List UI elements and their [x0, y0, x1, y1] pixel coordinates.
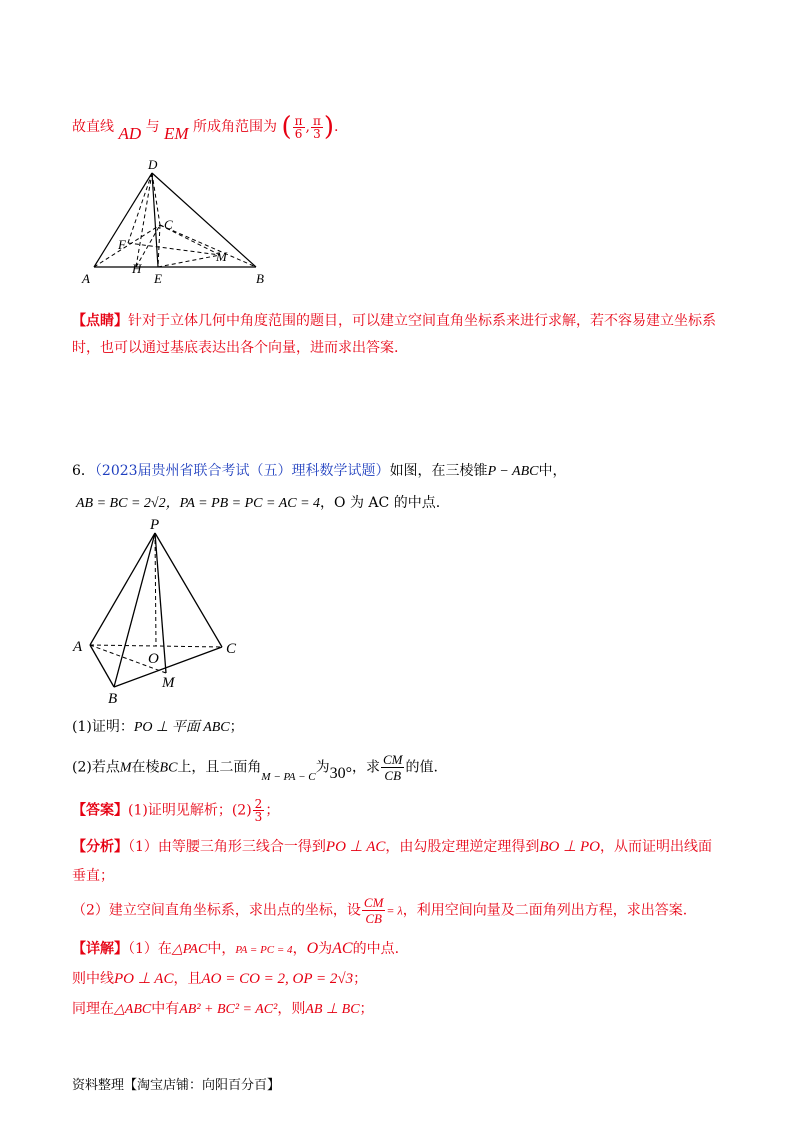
detail-tag: 【详解】 [72, 941, 128, 957]
detail-line-2: 则中线PO ⊥ AC，且AO = CO = 2, OP = 2√3； [72, 971, 368, 987]
label-c: C [164, 217, 173, 232]
label-d: D [148, 157, 158, 172]
label-c: C [226, 641, 237, 657]
label-a: A [82, 271, 90, 286]
detail-line-1: 【详解】（1）在△PAC中，PA = PC = 4，O为AC的中点. [72, 940, 400, 957]
label-b: B [256, 271, 264, 286]
tip-line-1: 【点睛】针对于立体几何中角度范围的题目，可以建立空间直角坐标系来进行求解，若不容易建立坐标系 [72, 313, 716, 329]
tip-line-2: 时，也可以通过基底表达出各个向量，进而求出答案. [72, 340, 399, 356]
tip-tag: 【点睛】 [72, 313, 128, 329]
detail-line-3: 同理在△ABC中有AB² + BC² = AC²，则AB ⊥ BC； [72, 1001, 374, 1017]
fraction-2-3: $\frac{2}{3}$ [254, 797, 263, 824]
fraction-cm-cb: $\frac{CM}{CB}$ [382, 752, 403, 783]
label-m: M [216, 249, 227, 264]
label-h: H [132, 261, 142, 276]
question-number: 6． [72, 463, 95, 479]
label-e: E [154, 271, 162, 286]
analysis-line-3: （2）建立空间直角坐标系，求出点的坐标，设 $\frac{CM}{CB}$ = λ，利用空间向量及二面角列出方程，求出答案. [72, 895, 688, 926]
label-p: P [150, 517, 160, 533]
label-a: A [73, 639, 83, 655]
question-6-header: 6．（2023届贵州省联合考试（五）理科数学试题）如图，在三棱锥P − ABC中， [72, 463, 567, 479]
answer-line: 【答案】(1)证明见解析；(2) $\frac{2}{3}$ ； [72, 797, 280, 824]
question-6-conditions: AB = BC = 2√2，PA = PB = PC = AC = 4，O 为 AC 的中点. [76, 495, 441, 511]
pyramid-figure-1 [80, 155, 290, 290]
footer-text: 资料整理【淘宝店铺：向阳百分百】 [72, 1078, 281, 1093]
label-f: F [118, 237, 126, 252]
analysis-line-1: 【分析】（1）由等腰三角形三线合一得到PO ⊥ AC，由勾股定理逆定理得到BO ⊥ PO，从而证明出线面 [72, 839, 712, 855]
pyramid-figure-2 [70, 515, 250, 705]
question-part-1: (1)证明：PO ⊥ 平面 ABC； [72, 719, 244, 735]
label-o: O [148, 651, 159, 667]
line-em: EM [164, 124, 189, 143]
question-part-2: (2)若点M在棱BC上，且二面角$_{M - PA - C}$为30°，求 $\frac{CM}{CB}$ 的值. [72, 752, 438, 783]
line-ad: AD [118, 124, 142, 143]
label-b: B [108, 691, 118, 705]
answer-tag: 【答案】 [72, 802, 128, 819]
conclusion-line: 故直线 AD 与 EM 所成角范围为 ( $\frac{\pi}{6}$ , $\frac{\pi}{3}$ ). [72, 112, 339, 143]
analysis-line-2: 垂直； [72, 868, 114, 884]
question-source: （2023届贵州省联合考试（五）理科数学试题） [94, 463, 390, 479]
fraction-pi-3: $\frac{\pi}{3}$ [312, 113, 321, 141]
fraction-cm-cb-lambda: $\frac{CM}{CB}$ [363, 895, 384, 926]
analysis-tag: 【分析】 [72, 839, 128, 855]
label-m: M [162, 675, 175, 691]
fraction-pi-6: $\frac{\pi}{6}$ [294, 113, 303, 141]
